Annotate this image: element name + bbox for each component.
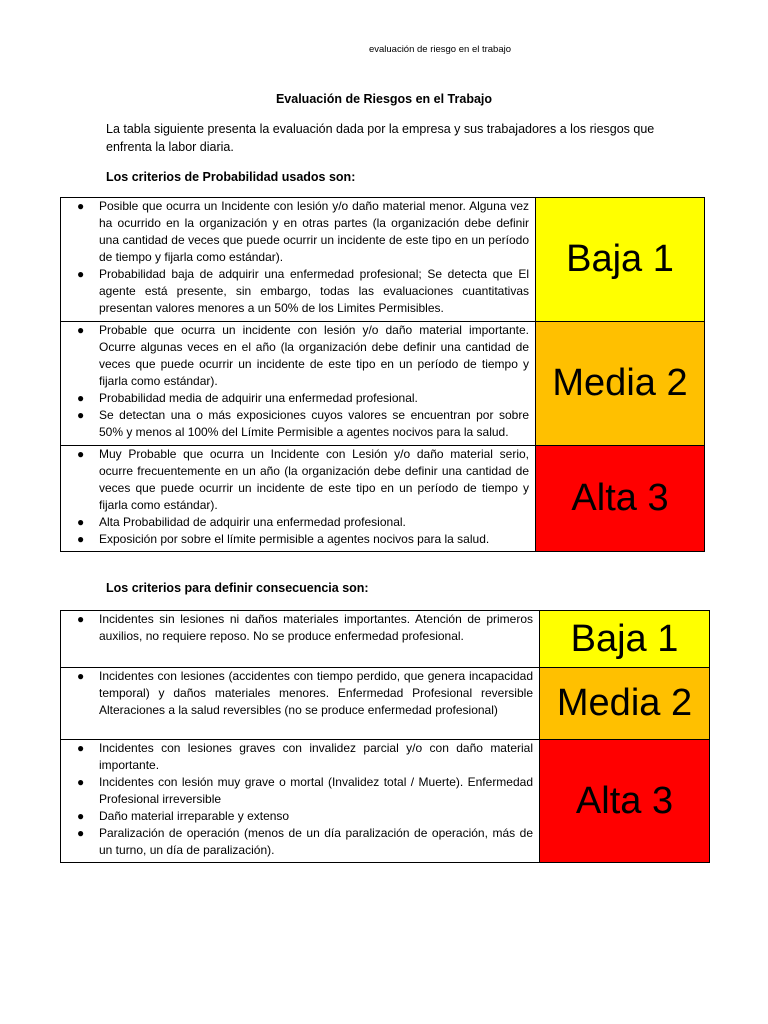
- list-item: [77, 825, 533, 859]
- criteria-list: [61, 668, 539, 719]
- criteria-text: Incidentes con lesión muy grave o mortal (Invalidez total / Muerte). Enfermedad Profesional irreversible: [99, 775, 533, 806]
- page-header: evaluación de riesgo en el trabajo: [368, 44, 512, 55]
- bullet-icon: ●: [77, 612, 85, 626]
- consequence-table: [60, 610, 710, 863]
- criteria-text: Incidentes con lesiones (accidentes con tiempo perdido, que genera incapacidad temporal) y daños materiales menores. Enfermedad Profesional reversible Alteraciones a la salud reversibles (no se produce enfermedad profesional): [99, 669, 533, 717]
- criteria-text: Incidentes con lesiones graves con invalidez parcial y/o con daño material importante.: [99, 741, 533, 772]
- probability-heading: Los criterios de Probabilidad usados son:: [106, 170, 356, 184]
- level-badge-alta: Alta 3: [536, 446, 705, 552]
- criteria-list: [61, 198, 535, 317]
- bullet-icon: ●: [77, 826, 85, 840]
- list-item: [77, 198, 529, 266]
- list-item: [77, 774, 533, 808]
- table-row: [61, 198, 705, 322]
- list-item: [77, 611, 533, 645]
- criteria-text: Probabilidad baja de adquirir una enfermedad profesional; Se detecta que El agente está presente, sin embargo, todas las evaluaciones cuantitativas presentan valores menores a un 50% de los Limites Permisibles.: [99, 267, 529, 315]
- criteria-text: Paralización de operación (menos de un día paralización de operación, más de un turno, un día de paralización).: [99, 826, 533, 857]
- level-badge-media: Media 2: [540, 668, 710, 740]
- bullet-icon: ●: [77, 267, 85, 281]
- bullet-icon: ●: [77, 775, 85, 789]
- level-badge-baja: Baja 1: [536, 198, 705, 322]
- list-item: [77, 407, 529, 441]
- criteria-cell: [61, 740, 540, 863]
- consequence-heading: Los criterios para definir consecuencia son:: [106, 581, 369, 595]
- bullet-icon: ●: [77, 809, 85, 823]
- criteria-text: Daño material irreparable y extenso: [99, 809, 290, 823]
- bullet-icon: ●: [77, 669, 85, 683]
- criteria-list: [61, 446, 535, 548]
- list-item: [77, 514, 529, 531]
- bullet-icon: ●: [77, 408, 85, 422]
- table-row: [61, 668, 710, 740]
- criteria-list: [61, 740, 539, 859]
- list-item: [77, 266, 529, 317]
- table-row: [61, 740, 710, 863]
- criteria-text: Probabilidad media de adquirir una enfermedad profesional.: [99, 391, 418, 405]
- criteria-text: Se detectan una o más exposiciones cuyos valores se encuentran por sobre 50% y menos al 100% del Límite Permisible a agentes nocivos para la salud.: [99, 408, 529, 439]
- level-badge-alta: Alta 3: [540, 740, 710, 863]
- list-item: [77, 322, 529, 390]
- criteria-cell: [61, 611, 540, 668]
- criteria-text: Incidentes sin lesiones ni daños materiales importantes. Atención de primeros auxilios, no requiere reposo. No se produce enfermedad profesional.: [99, 612, 533, 643]
- bullet-icon: ●: [77, 741, 85, 755]
- criteria-cell: [61, 322, 536, 446]
- criteria-cell: [61, 198, 536, 322]
- level-badge-media: Media 2: [536, 322, 705, 446]
- criteria-text: Muy Probable que ocurra un Incidente con Lesión y/o daño material serio, ocurre frecuentemente en un año (la organización debe definir una cantidad de veces que puede ocurrir un incidente de este tipo en un período de tiempo y fijarla como estándar).: [99, 447, 529, 512]
- criteria-text: Alta Probabilidad de adquirir una enfermedad profesional.: [99, 515, 406, 529]
- criteria-text: Exposición por sobre el límite permisible a agentes nocivos para la salud.: [99, 532, 490, 546]
- bullet-icon: ●: [77, 515, 85, 529]
- bullet-icon: ●: [77, 323, 85, 337]
- list-item: [77, 740, 533, 774]
- bullet-icon: ●: [77, 391, 85, 405]
- criteria-list: [61, 611, 539, 645]
- criteria-cell: [61, 446, 536, 552]
- criteria-list: [61, 322, 535, 441]
- level-badge-baja: Baja 1: [540, 611, 710, 668]
- criteria-text: Posible que ocurra un Incidente con lesión y/o daño material menor. Alguna vez ha ocurrido en la organización y en otras partes (la organización debe definir una cantidad de veces que puede ocurrir un incidente de este tipo en un período de tiempo y fijarla como estándar).: [99, 199, 529, 264]
- criteria-text: Probable que ocurra un incidente con lesión y/o daño material importante. Ocurre algunas veces en el año (la organización debe definir una cantidad de veces que puede ocurrir un incidente de este tipo en un período de tiempo y fijarla como estándar).: [99, 323, 529, 388]
- bullet-icon: ●: [77, 447, 85, 461]
- list-item: [77, 390, 529, 407]
- list-item: [77, 446, 529, 514]
- list-item: [77, 668, 533, 719]
- bullet-icon: ●: [77, 199, 85, 213]
- probability-table: [60, 197, 705, 552]
- table-row: [61, 611, 710, 668]
- list-item: [77, 808, 533, 825]
- bullet-icon: ●: [77, 532, 85, 546]
- table-row: [61, 446, 705, 552]
- list-item: [77, 531, 529, 548]
- criteria-cell: [61, 668, 540, 740]
- table-row: [61, 322, 705, 446]
- intro-paragraph: La tabla siguiente presenta la evaluación dada por la empresa y sus trabajadores a los riesgos que enfrenta la labor diaria.: [106, 122, 655, 154]
- document-title: Evaluación de Riesgos en el Trabajo: [275, 92, 493, 106]
